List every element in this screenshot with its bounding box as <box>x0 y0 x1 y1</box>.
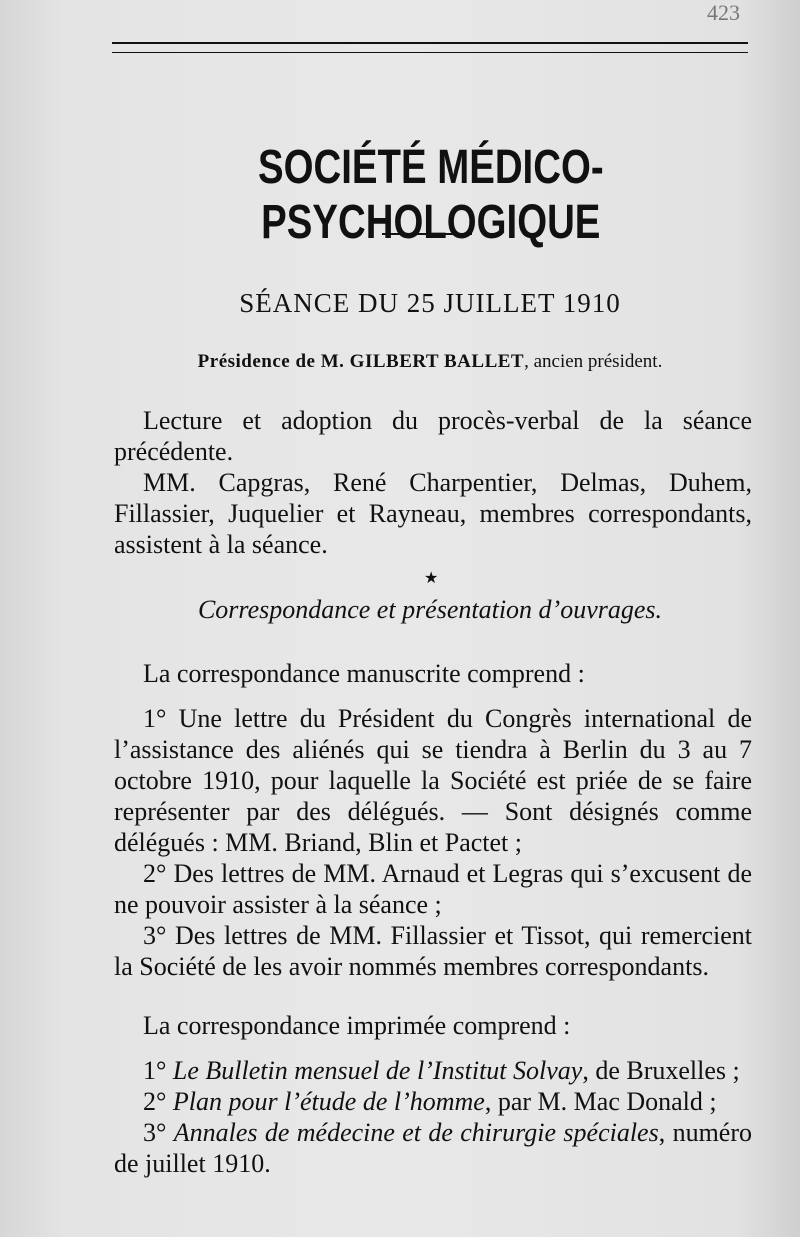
manuscrite-item: 3° Des lettres de MM. Fillassier et Tissot, qui remercient la Société de les avoir nommés membres correspondants. <box>114 921 752 981</box>
presidence-line <box>110 351 750 373</box>
intro-paragraph: MM. Capgras, René Charpentier, Delmas, Duhem, Fillassier, Juquelier et Rayneau, membres correspondants, assistent à la séance. <box>114 468 752 559</box>
presidence-prefix: Présidence de M. <box>197 351 350 372</box>
presidence-suffix: , ancien président. <box>524 351 663 372</box>
intro-paragraph: Lecture et adoption du procès-verbal de la séance précédente. <box>114 406 752 466</box>
imprimee-item <box>114 1055 752 1086</box>
manuscrite-item: 2° Des lettres de MM. Arnaud et Legras qui s’excusent de ne pouvoir assister à la séance ; <box>114 859 752 919</box>
title-separator-rule <box>382 233 472 235</box>
item-number: 2° <box>143 1087 173 1116</box>
intro-block <box>114 405 752 560</box>
manuscrite-block <box>114 658 752 982</box>
manuscrite-item: 1° Une lettre du Président du Congrès international de l’assistance des aliénés qui se tiendra à Berlin du 3 au 7 octobre 1910, pour laquelle la Société est priée de se faire représenter par des délégués. — Sont désignés comme délégués : MM. Briand, Blin et Pactet ; <box>114 704 752 857</box>
item-number: 3° <box>143 1118 174 1147</box>
section-heading: Correspondance et présentation d’ouvrages. <box>197 595 663 624</box>
society-title: SOCIÉTÉ MÉDICO-PSYCHOLOGIQUE <box>257 141 604 249</box>
president-name: GILBERT BALLET <box>349 351 525 372</box>
section-ornament: ★ <box>424 570 439 587</box>
publication-detail: , par M. Mac Donald ; <box>484 1087 717 1116</box>
imprimee-block <box>114 1010 752 1179</box>
imprimee-item <box>114 1117 752 1179</box>
publication-detail: , numéro de juillet 1910. <box>114 1118 752 1178</box>
header-double-rule <box>112 42 748 53</box>
imprimee-intro: La correspondance imprimée comprend : <box>143 1011 571 1040</box>
publication-detail: , de Bruxelles ; <box>582 1056 740 1085</box>
publication-title: Plan pour l’étude de l’homme <box>172 1087 485 1116</box>
seance-heading: SÉANCE DU 25 JUILLET 1910 <box>239 288 621 318</box>
imprimee-item <box>114 1086 752 1117</box>
manuscrite-intro: La correspondance manuscrite comprend : <box>143 659 585 688</box>
publication-title: Le Bulletin mensuel de l’Institut Solvay <box>172 1056 583 1085</box>
item-number: 1° <box>143 1056 173 1085</box>
page-number: 423 <box>707 0 740 25</box>
publication-title: Annales de médecine et de chirurgie spéciales <box>173 1118 659 1147</box>
